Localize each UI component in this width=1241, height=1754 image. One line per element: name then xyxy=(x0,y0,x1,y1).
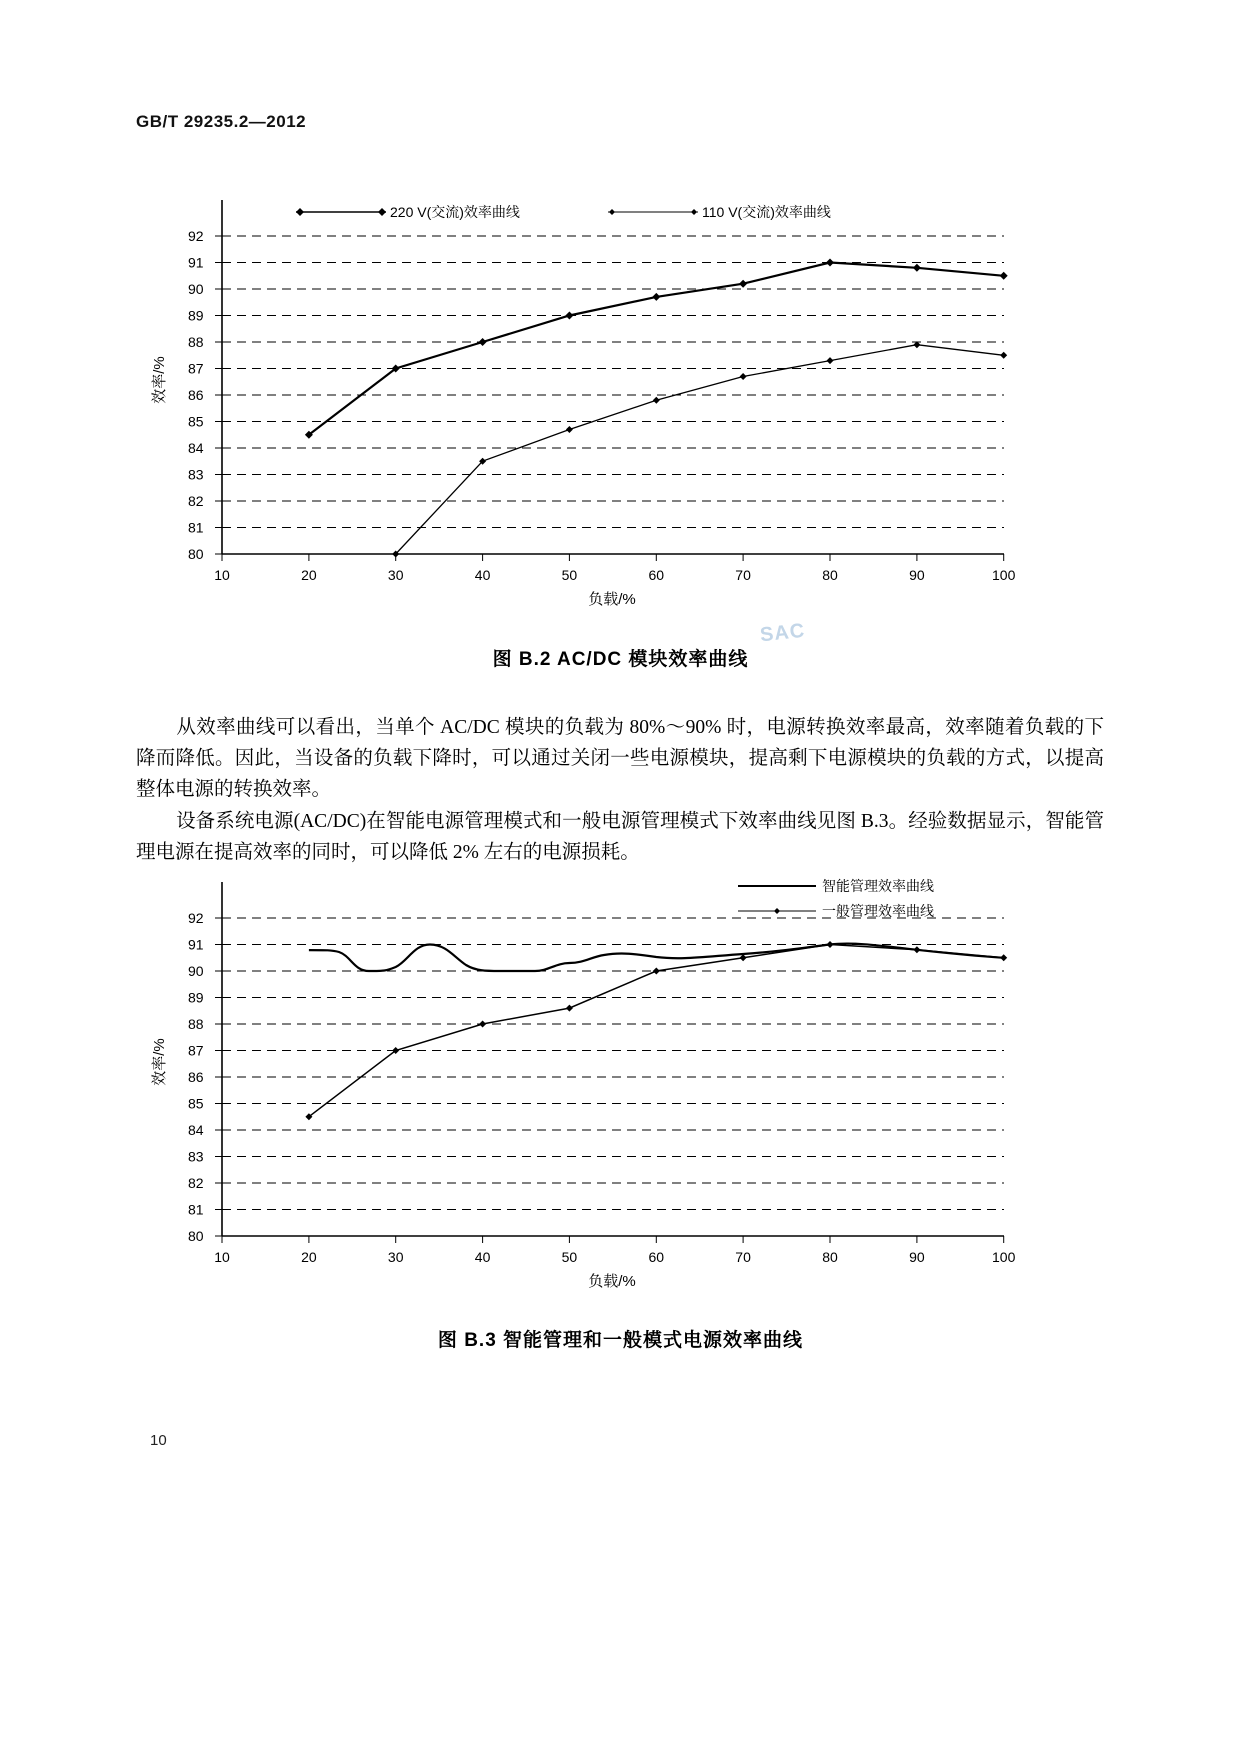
figure-b2-caption: 图 B.2 AC/DC 模块效率曲线 xyxy=(492,649,749,670)
series-220v-line xyxy=(309,263,1004,435)
svg-text:87: 87 xyxy=(188,360,204,377)
svg-text:100: 100 xyxy=(992,567,1016,583)
svg-text:80: 80 xyxy=(188,546,204,562)
svg-text:90: 90 xyxy=(188,281,204,297)
svg-text:50: 50 xyxy=(561,1249,578,1265)
y-axis-label-b2: 效率/% xyxy=(151,356,168,404)
svg-text:80: 80 xyxy=(188,1228,204,1244)
series-220v-markers xyxy=(305,259,1008,439)
series-general-management-markers xyxy=(305,941,1007,1120)
svg-text:80: 80 xyxy=(822,1249,838,1265)
legend-b3 xyxy=(738,878,934,919)
svg-text:20: 20 xyxy=(301,567,317,583)
svg-text:50: 50 xyxy=(561,567,578,583)
y-ticks-b2 xyxy=(188,228,222,562)
svg-text:86: 86 xyxy=(188,1069,204,1085)
svg-text:92: 92 xyxy=(188,228,204,244)
x-axis-label-b2: 负载/% xyxy=(588,591,636,608)
legend-b2 xyxy=(296,204,831,220)
svg-text:85: 85 xyxy=(188,413,204,430)
svg-text:10: 10 xyxy=(214,1249,230,1265)
svg-text:40: 40 xyxy=(474,1249,491,1265)
svg-text:86: 86 xyxy=(188,387,204,403)
y-ticks-b3 xyxy=(188,910,222,1244)
svg-text:87: 87 xyxy=(188,1042,204,1059)
series-110v-markers xyxy=(392,341,1007,557)
grid-b2 xyxy=(222,236,1004,528)
figure-b3-chart xyxy=(136,862,1104,1302)
svg-text:91: 91 xyxy=(188,254,204,271)
series-110v-line xyxy=(396,345,1004,554)
y-axis-label-b3: 效率/% xyxy=(151,1038,168,1086)
svg-text:89: 89 xyxy=(188,989,204,1006)
standard-code-header: GB/T 29235.2—2012 xyxy=(136,112,307,131)
svg-text:10: 10 xyxy=(214,567,230,583)
svg-text:92: 92 xyxy=(188,910,204,926)
svg-text:82: 82 xyxy=(188,1175,204,1191)
figure-b3-caption: 图 B.3 智能管理和一般模式电源效率曲线 xyxy=(437,1330,804,1351)
figure-b2-svg xyxy=(136,180,1104,620)
x-ticks-b2 xyxy=(214,554,1015,583)
svg-text:84: 84 xyxy=(188,1122,204,1138)
x-axis-label-b3: 负载/% xyxy=(588,1273,636,1290)
svg-text:70: 70 xyxy=(735,1249,751,1265)
svg-text:30: 30 xyxy=(387,1249,404,1265)
svg-text:83: 83 xyxy=(188,1148,204,1165)
figure-b3-svg xyxy=(136,862,1104,1302)
svg-text:91: 91 xyxy=(188,936,204,953)
paragraph-1-text: 从效率曲线可以看出，当单个 AC/DC 模块的负载为 80%～90% 时，电源转换效率最高，效率随着负载的下降而降低。因此，当设备的负载下降时，可以通过关闭一些电源模块，提高剩下电源模块的负载的方式，以提高整体电源的转换效率。 xyxy=(136,716,1104,800)
paragraph-2-text: 设备系统电源(AC/DC)在智能电源管理模式和一般电源管理模式下效率曲线见图 B.3。经验数据显示，智能管理电源在提高效率的同时，可以降低 2% 左右的电源损耗。 xyxy=(136,810,1104,863)
x-ticks-b3 xyxy=(214,1236,1015,1265)
legend-label-b2-1: 110 V(交流)效率曲线 xyxy=(702,204,831,220)
svg-text:90: 90 xyxy=(909,1249,925,1265)
svg-text:60: 60 xyxy=(648,567,665,583)
svg-text:40: 40 xyxy=(474,567,491,583)
svg-text:84: 84 xyxy=(188,440,204,456)
grid-b3 xyxy=(222,918,1004,1210)
legend-label-b3-1: 一般管理效率曲线 xyxy=(822,903,934,919)
svg-text:60: 60 xyxy=(648,1249,665,1265)
svg-text:100: 100 xyxy=(992,1249,1016,1265)
legend-label-b2-0: 220 V(交流)效率曲线 xyxy=(390,204,520,220)
svg-text:82: 82 xyxy=(188,493,204,509)
paragraph-2 xyxy=(136,806,1104,868)
legend-label-b3-0: 智能管理效率曲线 xyxy=(822,878,934,894)
series-smart-management-line xyxy=(309,944,1004,971)
svg-text:89: 89 xyxy=(188,307,204,324)
paragraph-1 xyxy=(136,712,1104,805)
sac-watermark: SAC xyxy=(758,619,807,647)
svg-text:85: 85 xyxy=(188,1095,204,1112)
svg-text:80: 80 xyxy=(822,567,838,583)
svg-text:88: 88 xyxy=(188,334,204,350)
page-number: 10 xyxy=(150,1432,167,1449)
svg-text:81: 81 xyxy=(188,1201,204,1218)
figure-b2-chart xyxy=(136,180,1104,620)
svg-text:30: 30 xyxy=(387,567,404,583)
svg-text:81: 81 xyxy=(188,519,204,536)
svg-text:90: 90 xyxy=(188,963,204,979)
svg-text:90: 90 xyxy=(909,567,925,583)
svg-text:70: 70 xyxy=(735,567,751,583)
svg-text:83: 83 xyxy=(188,466,204,483)
svg-text:88: 88 xyxy=(188,1016,204,1032)
svg-text:20: 20 xyxy=(301,1249,317,1265)
